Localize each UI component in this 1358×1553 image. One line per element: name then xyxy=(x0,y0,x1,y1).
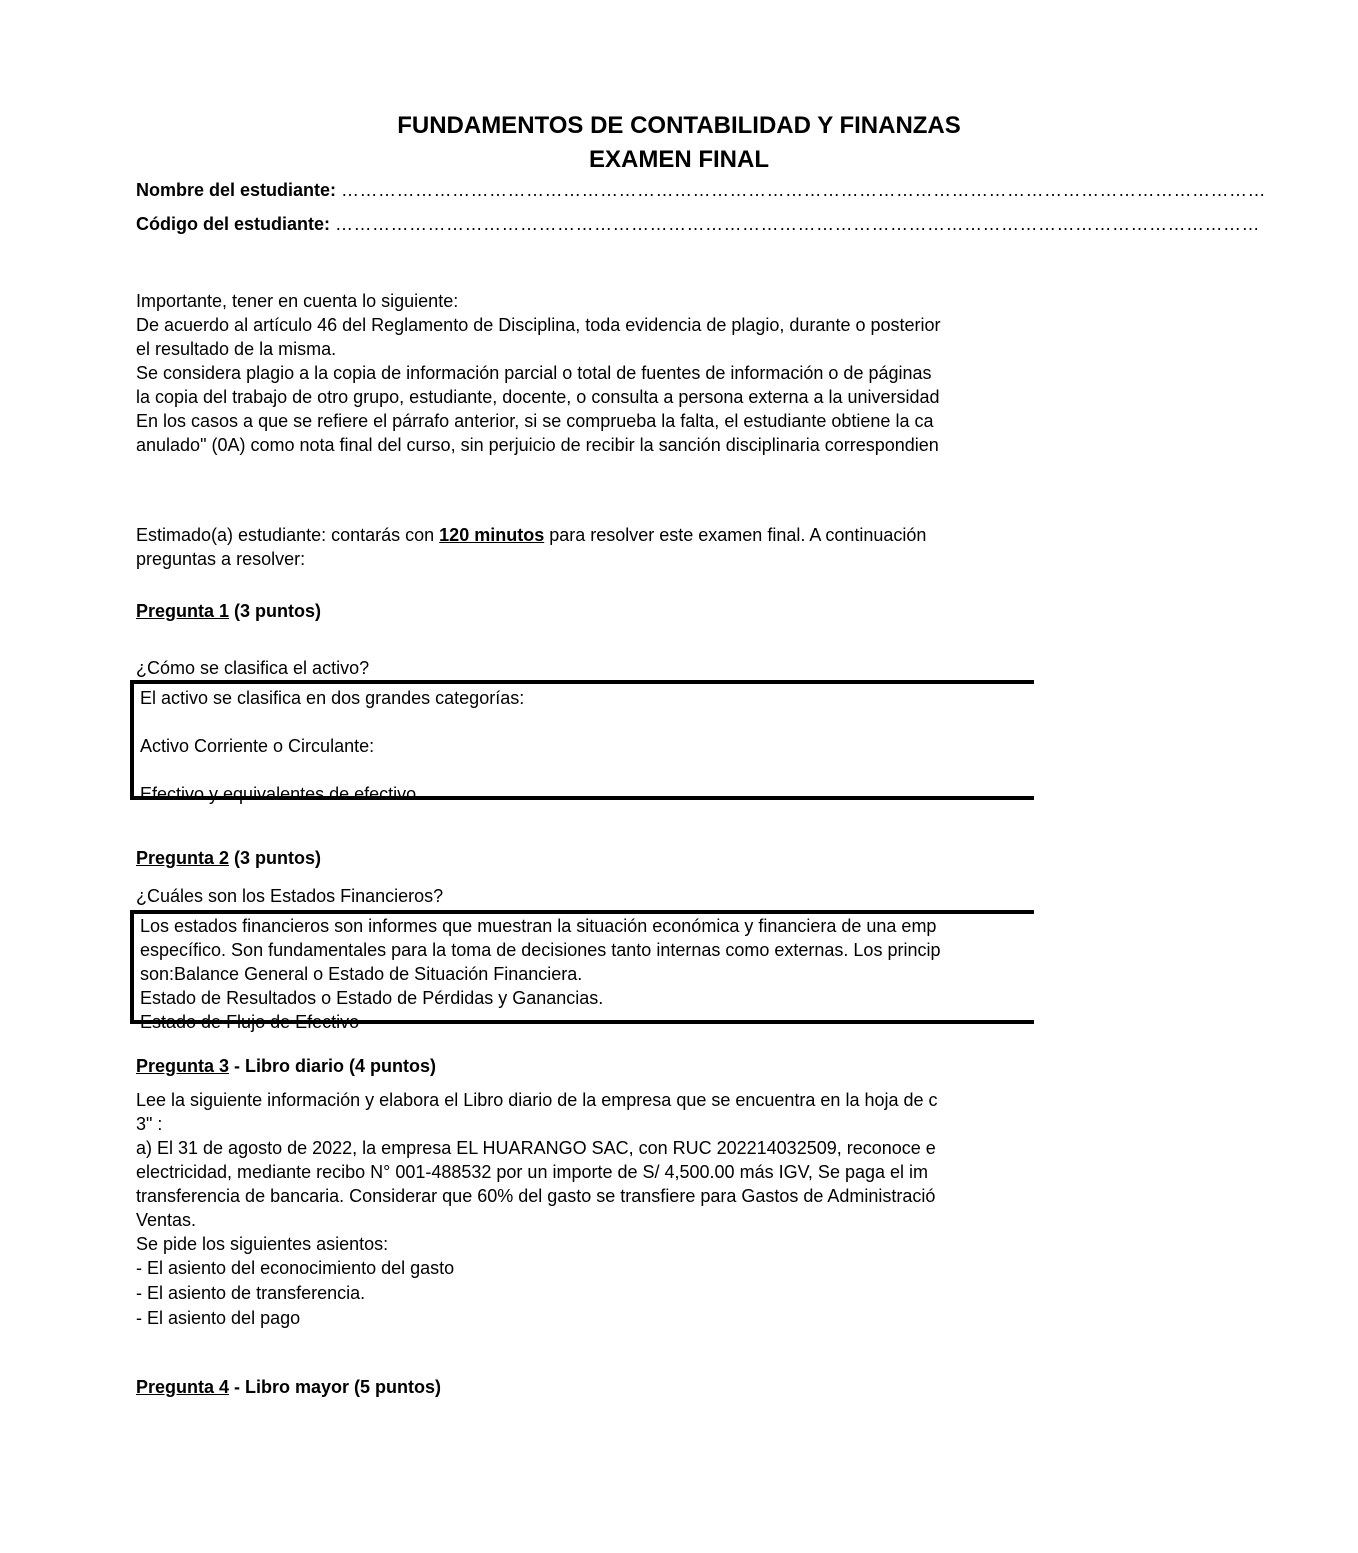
notice-line: la copia del trabajo de otro grupo, estudiante, docente, o consulta a persona externa a la universidad xyxy=(136,387,940,407)
answer-2-line: Estado de Flujo de Efectivo xyxy=(140,1012,360,1032)
notice-line: Importante, tener en cuenta lo siguiente: xyxy=(136,291,459,311)
answer-1-line: Efectivo y equivalentes de efectivo xyxy=(140,784,417,804)
notice-line: En los casos a que se refiere el párrafo anterior, si se comprueba la falta, el estudiante obtiene la ca xyxy=(136,411,934,431)
intro-line-2: preguntas a resolver: xyxy=(136,549,306,569)
question-3-line: Se pide los siguientes asientos: xyxy=(136,1234,389,1254)
notice-line: anulado" (0A) como nota final del curso, sin perjuicio de recibir la sanción disciplinaria correspondien xyxy=(136,435,939,455)
notice-line: el resultado de la misma. xyxy=(136,339,337,359)
exam-duration: 120 minutos xyxy=(439,525,545,545)
question-1-points: (3 puntos) xyxy=(229,601,322,621)
question-3-line: transferencia de bancaria. Considerar que 60% del gasto se transfiere para Gastos de Administració xyxy=(136,1186,936,1206)
question-3-line: 3" : xyxy=(136,1114,163,1134)
question-3-line: Ventas. xyxy=(136,1210,197,1230)
question-1-heading xyxy=(136,599,321,623)
answer-1-box[interactable] xyxy=(130,680,1034,804)
question-3-line: - El asiento del pago xyxy=(136,1308,301,1328)
notice-line: Se considera plagio a la copia de información parcial o total de fuentes de información o de páginas xyxy=(136,363,932,383)
notice-line: De acuerdo al artículo 46 del Reglamento de Disciplina, toda evidencia de plagio, durante o posterior xyxy=(136,315,941,335)
question-4-label: Pregunta 4 xyxy=(136,1377,230,1397)
question-2-label: Pregunta 2 xyxy=(136,848,230,868)
question-4-heading xyxy=(136,1375,441,1399)
student-code-field[interactable]: …………………………………………………………………………………………………………………………………… xyxy=(335,214,1261,234)
question-2-heading xyxy=(136,846,321,870)
answer-2-box[interactable] xyxy=(130,910,1034,1032)
question-3-heading xyxy=(136,1054,436,1078)
question-3-line: Lee la siguiente información y elabora el Libro diario de la empresa que se encuentra en la hoja de c xyxy=(136,1090,938,1110)
exam-title: FUNDAMENTOS DE CONTABILIDAD Y FINANZAS xyxy=(397,112,961,139)
exam-subtitle: EXAMEN FINAL xyxy=(589,146,769,173)
answer-2-line: Los estados financieros son informes que muestran la situación económica y financiera de una emp xyxy=(140,916,937,936)
question-1-text: ¿Cómo se clasifica el activo? xyxy=(136,658,370,678)
answer-2-line: Estado de Resultados o Estado de Pérdidas y Ganancias. xyxy=(140,988,604,1008)
question-3-points: - Libro diario (4 puntos) xyxy=(229,1056,437,1076)
question-3-line: electricidad, mediante recibo N° 001-488532 por un importe de S/ 4,500.00 más IGV, Se paga el im xyxy=(136,1162,928,1182)
student-code-label: Código del estudiante: xyxy=(136,214,331,234)
student-name-label: Nombre del estudiante: xyxy=(136,180,337,200)
question-3-line: a) El 31 de agosto de 2022, la empresa EL HUARANGO SAC, con RUC 202214032509, reconoce e xyxy=(136,1138,936,1158)
question-3-line: - El asiento de transferencia. xyxy=(136,1283,366,1303)
answer-2-line: específico. Son fundamentales para la toma de decisiones tanto internas como externas. Los princip xyxy=(140,940,941,960)
student-code-row xyxy=(136,212,1260,236)
answer-2-line: son:Balance General o Estado de Situación Financiera. xyxy=(140,964,583,984)
intro-suffix: para resolver este examen final. A continuación xyxy=(544,525,927,545)
answer-1-line: Activo Corriente o Circulante: xyxy=(140,736,375,756)
student-name-row xyxy=(136,178,1266,202)
intro-prefix: Estimado(a) estudiante: contarás con xyxy=(136,525,440,545)
question-2-points: (3 puntos) xyxy=(229,848,322,868)
question-3-line: - El asiento del econocimiento del gasto xyxy=(136,1258,455,1278)
intro-line xyxy=(136,523,926,547)
answer-1-line: El activo se clasifica en dos grandes categorías: xyxy=(140,688,525,708)
question-4-points: - Libro mayor (5 puntos) xyxy=(229,1377,442,1397)
student-name-field[interactable]: …………………………………………………………………………………………………………………………………… xyxy=(341,180,1267,200)
question-3-label: Pregunta 3 xyxy=(136,1056,230,1076)
question-1-label: Pregunta 1 xyxy=(136,601,230,621)
question-2-text: ¿Cuáles son los Estados Financieros? xyxy=(136,886,444,906)
